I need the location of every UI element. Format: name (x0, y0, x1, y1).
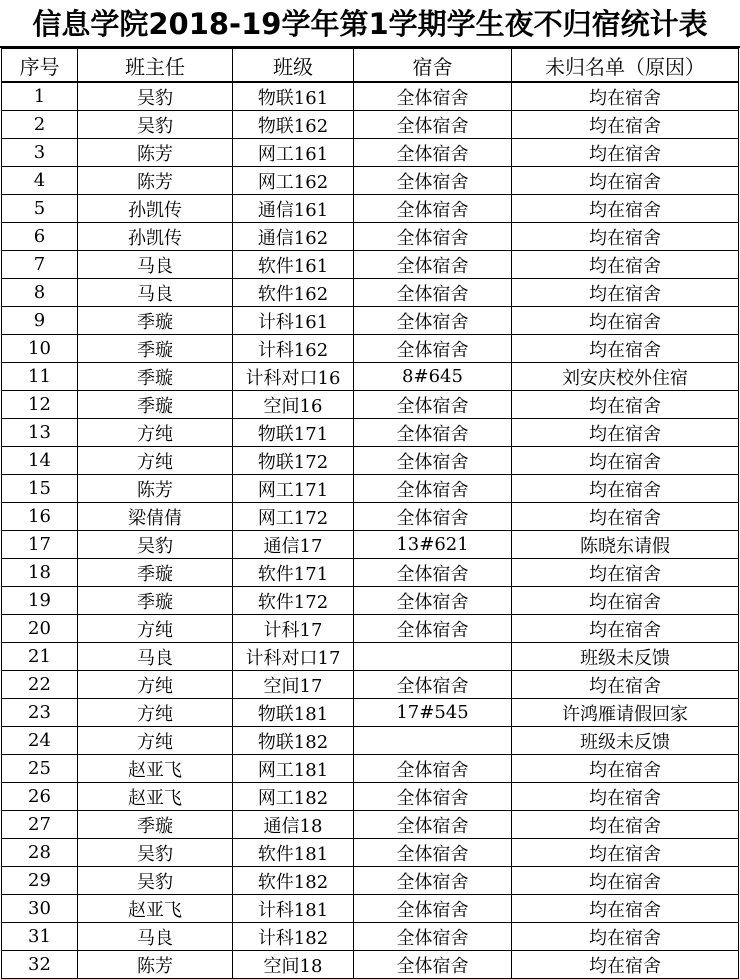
cell-head-teacher: 方纯 (78, 699, 233, 727)
cell-head-teacher: 陈芳 (78, 475, 233, 503)
cell-serial-number: 25 (2, 755, 78, 783)
cell-absent-list: 均在宿舍 (512, 223, 739, 251)
table-row (2, 643, 739, 671)
cell-dormitory: 全体宿舍 (354, 475, 512, 503)
cell-class: 计科对口16 (233, 363, 354, 391)
cell-class: 物联162 (233, 111, 354, 139)
cell-serial-number: 4 (2, 167, 78, 195)
cell-class: 软件181 (233, 839, 354, 867)
table-body (2, 82, 739, 979)
cell-class: 计科161 (233, 307, 354, 335)
cell-class: 软件172 (233, 587, 354, 615)
cell-serial-number: 28 (2, 839, 78, 867)
cell-dormitory: 全体宿舍 (354, 195, 512, 223)
cell-absent-list: 均在宿舍 (512, 475, 739, 503)
cell-absent-list: 均在宿舍 (512, 615, 739, 643)
cell-absent-list: 均在宿舍 (512, 307, 739, 335)
cell-dormitory: 全体宿舍 (354, 867, 512, 895)
cell-dormitory: 全体宿舍 (354, 615, 512, 643)
cell-absent-list: 陈晓东请假 (512, 531, 739, 559)
table-row (2, 335, 739, 363)
cell-absent-list: 均在宿舍 (512, 895, 739, 923)
cell-absent-list: 班级未反馈 (512, 727, 739, 755)
cell-serial-number: 26 (2, 783, 78, 811)
cell-class: 物联182 (233, 727, 354, 755)
table-row (2, 531, 739, 559)
cell-head-teacher: 赵亚飞 (78, 895, 233, 923)
table-row (2, 307, 739, 335)
cell-class: 网工182 (233, 783, 354, 811)
cell-serial-number: 2 (2, 111, 78, 139)
table-row (2, 195, 739, 223)
table-row (2, 279, 739, 307)
cell-head-teacher: 方纯 (78, 615, 233, 643)
cell-head-teacher: 孙凯传 (78, 223, 233, 251)
cell-head-teacher: 陈芳 (78, 951, 233, 979)
cell-dormitory: 全体宿舍 (354, 895, 512, 923)
header-class: 班级 (233, 49, 354, 83)
cell-head-teacher: 方纯 (78, 447, 233, 475)
cell-head-teacher: 季璇 (78, 811, 233, 839)
table-row (2, 223, 739, 251)
cell-head-teacher: 吴豹 (78, 82, 233, 111)
cell-class: 物联171 (233, 419, 354, 447)
cell-class: 网工181 (233, 755, 354, 783)
cell-class: 物联172 (233, 447, 354, 475)
header-serial-number: 序号 (2, 49, 78, 83)
cell-class: 物联181 (233, 699, 354, 727)
cell-absent-list: 均在宿舍 (512, 139, 739, 167)
cell-head-teacher: 方纯 (78, 727, 233, 755)
table-row (2, 615, 739, 643)
cell-class: 软件182 (233, 867, 354, 895)
cell-head-teacher: 季璇 (78, 559, 233, 587)
cell-absent-list: 许鸿雁请假回家 (512, 699, 739, 727)
cell-class: 网工172 (233, 503, 354, 531)
cell-absent-list: 班级未反馈 (512, 643, 739, 671)
cell-dormitory: 全体宿舍 (354, 419, 512, 447)
cell-dormitory: 全体宿舍 (354, 923, 512, 951)
cell-serial-number: 3 (2, 139, 78, 167)
cell-absent-list: 均在宿舍 (512, 503, 739, 531)
table-row (2, 111, 739, 139)
header-head-teacher: 班主任 (78, 49, 233, 83)
header-dormitory: 宿舍 (354, 49, 512, 83)
cell-dormitory: 全体宿舍 (354, 559, 512, 587)
cell-dormitory: 全体宿舍 (354, 671, 512, 699)
statistics-table (1, 48, 739, 979)
cell-dormitory: 13#621 (354, 531, 512, 559)
cell-dormitory: 全体宿舍 (354, 447, 512, 475)
cell-class: 网工161 (233, 139, 354, 167)
table-row (2, 391, 739, 419)
cell-head-teacher: 梁倩倩 (78, 503, 233, 531)
cell-dormitory: 全体宿舍 (354, 587, 512, 615)
cell-dormitory: 全体宿舍 (354, 839, 512, 867)
cell-serial-number: 5 (2, 195, 78, 223)
cell-serial-number: 12 (2, 391, 78, 419)
cell-serial-number: 17 (2, 531, 78, 559)
table-row (2, 363, 739, 391)
cell-absent-list: 均在宿舍 (512, 839, 739, 867)
table-row (2, 167, 739, 195)
cell-serial-number: 27 (2, 811, 78, 839)
cell-class: 通信18 (233, 811, 354, 839)
sheet-title: 信息学院2018-19学年第1学期学生夜不归宿统计表 (0, 0, 740, 48)
cell-class: 网工162 (233, 167, 354, 195)
cell-serial-number: 32 (2, 951, 78, 979)
cell-absent-list: 均在宿舍 (512, 587, 739, 615)
cell-dormitory: 全体宿舍 (354, 391, 512, 419)
table-row (2, 587, 739, 615)
table-row (2, 503, 739, 531)
cell-absent-list: 均在宿舍 (512, 195, 739, 223)
cell-absent-list: 均在宿舍 (512, 923, 739, 951)
cell-head-teacher: 季璇 (78, 335, 233, 363)
cell-absent-list: 均在宿舍 (512, 251, 739, 279)
cell-class: 物联161 (233, 82, 354, 111)
header-absent-list: 未归名单（原因） (512, 49, 739, 83)
table-row (2, 475, 739, 503)
cell-dormitory: 全体宿舍 (354, 755, 512, 783)
cell-serial-number: 10 (2, 335, 78, 363)
cell-serial-number: 29 (2, 867, 78, 895)
cell-serial-number: 9 (2, 307, 78, 335)
cell-class: 空间18 (233, 951, 354, 979)
table-row (2, 951, 739, 979)
cell-absent-list: 均在宿舍 (512, 419, 739, 447)
cell-class: 通信17 (233, 531, 354, 559)
cell-class: 通信162 (233, 223, 354, 251)
cell-serial-number: 7 (2, 251, 78, 279)
cell-absent-list: 均在宿舍 (512, 447, 739, 475)
cell-serial-number: 20 (2, 615, 78, 643)
table-row (2, 839, 739, 867)
cell-dormitory: 全体宿舍 (354, 223, 512, 251)
cell-absent-list: 均在宿舍 (512, 111, 739, 139)
cell-serial-number: 23 (2, 699, 78, 727)
cell-absent-list: 均在宿舍 (512, 671, 739, 699)
cell-head-teacher: 吴豹 (78, 111, 233, 139)
cell-head-teacher: 季璇 (78, 307, 233, 335)
cell-dormitory: 全体宿舍 (354, 335, 512, 363)
cell-serial-number: 15 (2, 475, 78, 503)
cell-absent-list: 均在宿舍 (512, 755, 739, 783)
cell-class: 计科181 (233, 895, 354, 923)
cell-absent-list: 均在宿舍 (512, 783, 739, 811)
table-row (2, 447, 739, 475)
cell-head-teacher: 赵亚飞 (78, 755, 233, 783)
table-row (2, 419, 739, 447)
cell-class: 空间17 (233, 671, 354, 699)
cell-absent-list: 均在宿舍 (512, 811, 739, 839)
table-row (2, 559, 739, 587)
table-row (2, 923, 739, 951)
cell-dormitory: 17#545 (354, 699, 512, 727)
cell-serial-number: 11 (2, 363, 78, 391)
cell-head-teacher: 吴豹 (78, 839, 233, 867)
cell-serial-number: 1 (2, 82, 78, 111)
cell-head-teacher: 马良 (78, 923, 233, 951)
cell-serial-number: 14 (2, 447, 78, 475)
table-row (2, 783, 739, 811)
cell-serial-number: 22 (2, 671, 78, 699)
cell-dormitory: 全体宿舍 (354, 279, 512, 307)
cell-dormitory: 全体宿舍 (354, 139, 512, 167)
cell-dormitory: 8#645 (354, 363, 512, 391)
cell-dormitory: 全体宿舍 (354, 811, 512, 839)
cell-dormitory: 全体宿舍 (354, 783, 512, 811)
cell-dormitory: 全体宿舍 (354, 167, 512, 195)
cell-head-teacher: 马良 (78, 643, 233, 671)
cell-dormitory (354, 643, 512, 671)
cell-dormitory: 全体宿舍 (354, 82, 512, 111)
cell-serial-number: 21 (2, 643, 78, 671)
cell-class: 计科17 (233, 615, 354, 643)
cell-absent-list: 刘安庆校外住宿 (512, 363, 739, 391)
cell-head-teacher: 孙凯传 (78, 195, 233, 223)
cell-head-teacher: 陈芳 (78, 139, 233, 167)
table-row (2, 811, 739, 839)
cell-head-teacher: 吴豹 (78, 867, 233, 895)
cell-class: 软件171 (233, 559, 354, 587)
cell-serial-number: 30 (2, 895, 78, 923)
cell-head-teacher: 季璇 (78, 391, 233, 419)
cell-class: 软件161 (233, 251, 354, 279)
cell-absent-list: 均在宿舍 (512, 867, 739, 895)
cell-absent-list: 均在宿舍 (512, 82, 739, 111)
cell-class: 空间16 (233, 391, 354, 419)
cell-head-teacher: 赵亚飞 (78, 783, 233, 811)
cell-dormitory: 全体宿舍 (354, 503, 512, 531)
cell-class: 网工171 (233, 475, 354, 503)
cell-class: 计科162 (233, 335, 354, 363)
cell-class: 通信161 (233, 195, 354, 223)
cell-serial-number: 31 (2, 923, 78, 951)
cell-dormitory: 全体宿舍 (354, 111, 512, 139)
cell-head-teacher: 季璇 (78, 587, 233, 615)
table-row (2, 251, 739, 279)
cell-head-teacher: 方纯 (78, 419, 233, 447)
cell-absent-list: 均在宿舍 (512, 391, 739, 419)
cell-class: 软件162 (233, 279, 354, 307)
cell-head-teacher: 季璇 (78, 363, 233, 391)
table-row (2, 82, 739, 111)
cell-serial-number: 13 (2, 419, 78, 447)
cell-dormitory (354, 727, 512, 755)
cell-serial-number: 16 (2, 503, 78, 531)
cell-class: 计科182 (233, 923, 354, 951)
table-row (2, 671, 739, 699)
cell-absent-list: 均在宿舍 (512, 279, 739, 307)
cell-serial-number: 24 (2, 727, 78, 755)
cell-absent-list: 均在宿舍 (512, 167, 739, 195)
table-row (2, 727, 739, 755)
cell-dormitory: 全体宿舍 (354, 951, 512, 979)
cell-head-teacher: 马良 (78, 251, 233, 279)
table-row (2, 895, 739, 923)
cell-head-teacher: 吴豹 (78, 531, 233, 559)
header-row (2, 49, 739, 83)
cell-dormitory: 全体宿舍 (354, 251, 512, 279)
cell-head-teacher: 马良 (78, 279, 233, 307)
cell-serial-number: 18 (2, 559, 78, 587)
cell-absent-list: 均在宿舍 (512, 559, 739, 587)
cell-head-teacher: 方纯 (78, 671, 233, 699)
cell-serial-number: 6 (2, 223, 78, 251)
cell-head-teacher: 陈芳 (78, 167, 233, 195)
cell-class: 计科对口17 (233, 643, 354, 671)
cell-serial-number: 8 (2, 279, 78, 307)
cell-absent-list: 均在宿舍 (512, 335, 739, 363)
cell-serial-number: 19 (2, 587, 78, 615)
cell-dormitory: 全体宿舍 (354, 307, 512, 335)
cell-absent-list: 均在宿舍 (512, 951, 739, 979)
table-row (2, 139, 739, 167)
table-row (2, 867, 739, 895)
table-row (2, 699, 739, 727)
table-row (2, 755, 739, 783)
